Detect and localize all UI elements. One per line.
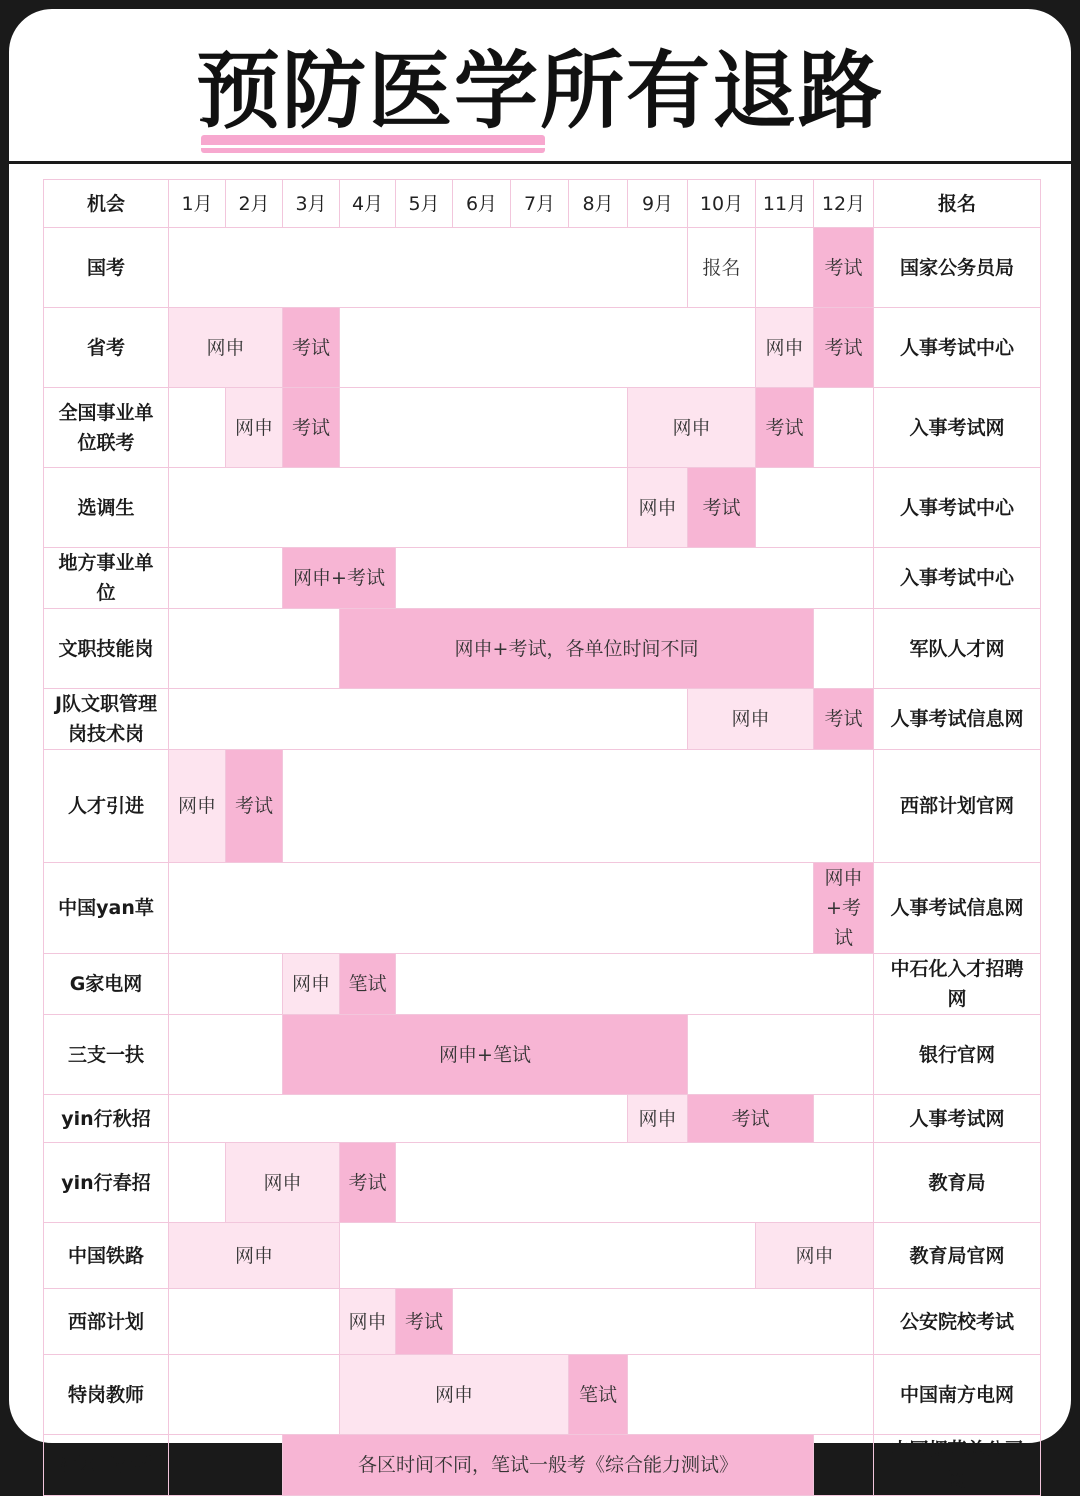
empty-cell bbox=[814, 1095, 874, 1143]
empty-cell bbox=[169, 954, 283, 1015]
schedule-bar: 考试 bbox=[814, 228, 874, 308]
header-month-7: 7月 bbox=[511, 180, 569, 228]
table-row bbox=[44, 1143, 1041, 1223]
row-register-site: 人事考试信息网 bbox=[874, 863, 1041, 954]
schedule-bar: 网申 bbox=[628, 388, 756, 468]
empty-cell bbox=[814, 609, 874, 689]
row-register-site: 入事考试网 bbox=[874, 388, 1041, 468]
table-row bbox=[44, 1095, 1041, 1143]
header-month-2: 2月 bbox=[226, 180, 283, 228]
table-row bbox=[44, 1435, 1041, 1496]
empty-cell bbox=[814, 1435, 874, 1496]
row-label: 地方事业单位 bbox=[44, 548, 169, 609]
empty-cell bbox=[169, 1015, 283, 1095]
row-register-site: 人事考试中心 bbox=[874, 468, 1041, 548]
table-row bbox=[44, 1015, 1041, 1095]
header-month-4: 4月 bbox=[340, 180, 396, 228]
empty-cell bbox=[169, 1355, 340, 1435]
header-month-1: 1月 bbox=[169, 180, 226, 228]
table-header-row bbox=[44, 180, 1041, 228]
row-register-site: 人事考试中心 bbox=[874, 308, 1041, 388]
schedule-bar: 笔试 bbox=[340, 954, 396, 1015]
row-register-site: 入事考试中心 bbox=[874, 548, 1041, 609]
title-highlight-gap bbox=[201, 145, 545, 148]
schedule-bar: 考试 bbox=[283, 308, 340, 388]
schedule-bar: 考试 bbox=[688, 1095, 814, 1143]
row-label: 中国铁路 bbox=[44, 1223, 169, 1289]
row-label: yin行秋招 bbox=[44, 1095, 169, 1143]
table-row bbox=[44, 388, 1041, 468]
table-row bbox=[44, 689, 1041, 750]
empty-cell bbox=[340, 308, 756, 388]
row-label: G家电网 bbox=[44, 954, 169, 1015]
empty-cell bbox=[169, 388, 226, 468]
schedule-bar: 网申 bbox=[226, 1143, 340, 1223]
table-row bbox=[44, 228, 1041, 308]
table-row bbox=[44, 1223, 1041, 1289]
empty-cell bbox=[688, 1015, 874, 1095]
header-opportunity: 机会 bbox=[44, 180, 169, 228]
table-row bbox=[44, 750, 1041, 863]
table-row bbox=[44, 548, 1041, 609]
schedule-bar: 网申 bbox=[169, 308, 283, 388]
header-month-6: 6月 bbox=[453, 180, 511, 228]
empty-cell bbox=[396, 954, 874, 1015]
header-month-5: 5月 bbox=[396, 180, 453, 228]
empty-cell bbox=[169, 468, 628, 548]
header-month-11: 11月 bbox=[756, 180, 814, 228]
empty-cell bbox=[628, 1355, 874, 1435]
schedule-bar: 网申 bbox=[340, 1289, 396, 1355]
schedule-bar: 笔试 bbox=[569, 1355, 628, 1435]
row-register-site: 国家公务员局 bbox=[874, 228, 1041, 308]
empty-cell bbox=[169, 609, 340, 689]
schedule-bar: 考试 bbox=[814, 689, 874, 750]
row-register-site: 人事考试信息网 bbox=[874, 689, 1041, 750]
empty-cell bbox=[756, 228, 814, 308]
row-label: 西部计划 bbox=[44, 1289, 169, 1355]
row-register-site: 教育局官网 bbox=[874, 1223, 1041, 1289]
schedule-bar: 考试 bbox=[396, 1289, 453, 1355]
table-row bbox=[44, 954, 1041, 1015]
row-label: 文职技能岗 bbox=[44, 609, 169, 689]
row-label: yin行春招 bbox=[44, 1143, 169, 1223]
row-label: 特岗教师 bbox=[44, 1355, 169, 1435]
row-register-site: 西部计划官网 bbox=[874, 750, 1041, 863]
row-register-site: 人事考试网 bbox=[874, 1095, 1041, 1143]
row-label: 选调生 bbox=[44, 468, 169, 548]
schedule-bar: 考试 bbox=[340, 1143, 396, 1223]
table-row bbox=[44, 1289, 1041, 1355]
row-label: 全国事业单位联考 bbox=[44, 388, 169, 468]
table-row bbox=[44, 468, 1041, 548]
schedule-bar: 网申 bbox=[169, 750, 226, 863]
header-month-8: 8月 bbox=[569, 180, 628, 228]
row-label: 人才引进 bbox=[44, 750, 169, 863]
table-row bbox=[44, 609, 1041, 689]
empty-cell bbox=[169, 228, 688, 308]
empty-cell bbox=[340, 1223, 756, 1289]
schedule-bar: 考试 bbox=[688, 468, 756, 548]
empty-cell bbox=[283, 750, 874, 863]
header-month-9: 9月 bbox=[628, 180, 688, 228]
header-month-12: 12月 bbox=[814, 180, 874, 228]
row-label: 社区工作者 bbox=[44, 1435, 169, 1496]
schedule-bar: 网申+笔试 bbox=[283, 1015, 688, 1095]
poster-card bbox=[6, 6, 1074, 1491]
empty-cell bbox=[340, 388, 628, 468]
empty-cell bbox=[396, 1143, 874, 1223]
table-row bbox=[44, 863, 1041, 954]
empty-cell bbox=[169, 863, 814, 954]
row-label: 国考 bbox=[44, 228, 169, 308]
schedule-bar: 网申 bbox=[628, 468, 688, 548]
schedule-bar: 考试 bbox=[814, 308, 874, 388]
empty-cell bbox=[169, 689, 688, 750]
empty-cell bbox=[169, 1143, 226, 1223]
row-register-site: 银行官网 bbox=[874, 1015, 1041, 1095]
schedule-bar: 网申 bbox=[628, 1095, 688, 1143]
schedule-bar: 网申 bbox=[756, 308, 814, 388]
empty-cell bbox=[169, 1095, 628, 1143]
page-title: 预防医学所有退路 bbox=[195, 42, 884, 140]
schedule-bar: 网申 +考 试 bbox=[814, 863, 874, 954]
row-label: J队文职管理岗技术岗 bbox=[44, 689, 169, 750]
empty-cell bbox=[756, 468, 874, 548]
row-register-site: 中国烟草总公司网 bbox=[874, 1435, 1041, 1496]
header-month-10: 10月 bbox=[688, 180, 756, 228]
empty-cell bbox=[814, 388, 874, 468]
header-register: 报名 bbox=[874, 180, 1041, 228]
empty-cell bbox=[396, 548, 874, 609]
schedule-table bbox=[43, 179, 1041, 1496]
row-register-site: 教育局 bbox=[874, 1143, 1041, 1223]
title-area bbox=[9, 9, 1071, 165]
schedule-bar: 考试 bbox=[226, 750, 283, 863]
empty-cell bbox=[169, 1289, 340, 1355]
schedule-bar: 网申 bbox=[688, 689, 814, 750]
row-register-site: 军队人才网 bbox=[874, 609, 1041, 689]
schedule-bar: 网申+考试 bbox=[283, 548, 396, 609]
schedule-bar: 网申 bbox=[283, 954, 340, 1015]
schedule-bar: 报名 bbox=[688, 228, 756, 308]
schedule-bar: 网申 bbox=[340, 1355, 569, 1435]
schedule-bar: 各区时间不同，笔试一般考《综合能力测试》 bbox=[283, 1435, 814, 1496]
row-label: 三支一扶 bbox=[44, 1015, 169, 1095]
title-divider bbox=[9, 161, 1071, 164]
table-row bbox=[44, 308, 1041, 388]
empty-cell bbox=[169, 1435, 283, 1496]
empty-cell bbox=[453, 1289, 874, 1355]
schedule-bar: 网申 bbox=[756, 1223, 874, 1289]
schedule-bar: 考试 bbox=[756, 388, 814, 468]
row-label: 中国yan草 bbox=[44, 863, 169, 954]
empty-cell bbox=[169, 548, 283, 609]
schedule-bar: 网申 bbox=[226, 388, 283, 468]
row-register-site: 公安院校考试 bbox=[874, 1289, 1041, 1355]
schedule-bar: 网申+考试，各单位时间不同 bbox=[340, 609, 814, 689]
schedule-bar: 网申 bbox=[169, 1223, 340, 1289]
table-row bbox=[44, 1355, 1041, 1435]
schedule-bar: 考试 bbox=[283, 388, 340, 468]
header-month-3: 3月 bbox=[283, 180, 340, 228]
row-register-site: 中国南方电网 bbox=[874, 1355, 1041, 1435]
row-register-site: 中石化入才招聘网 bbox=[874, 954, 1041, 1015]
row-label: 省考 bbox=[44, 308, 169, 388]
